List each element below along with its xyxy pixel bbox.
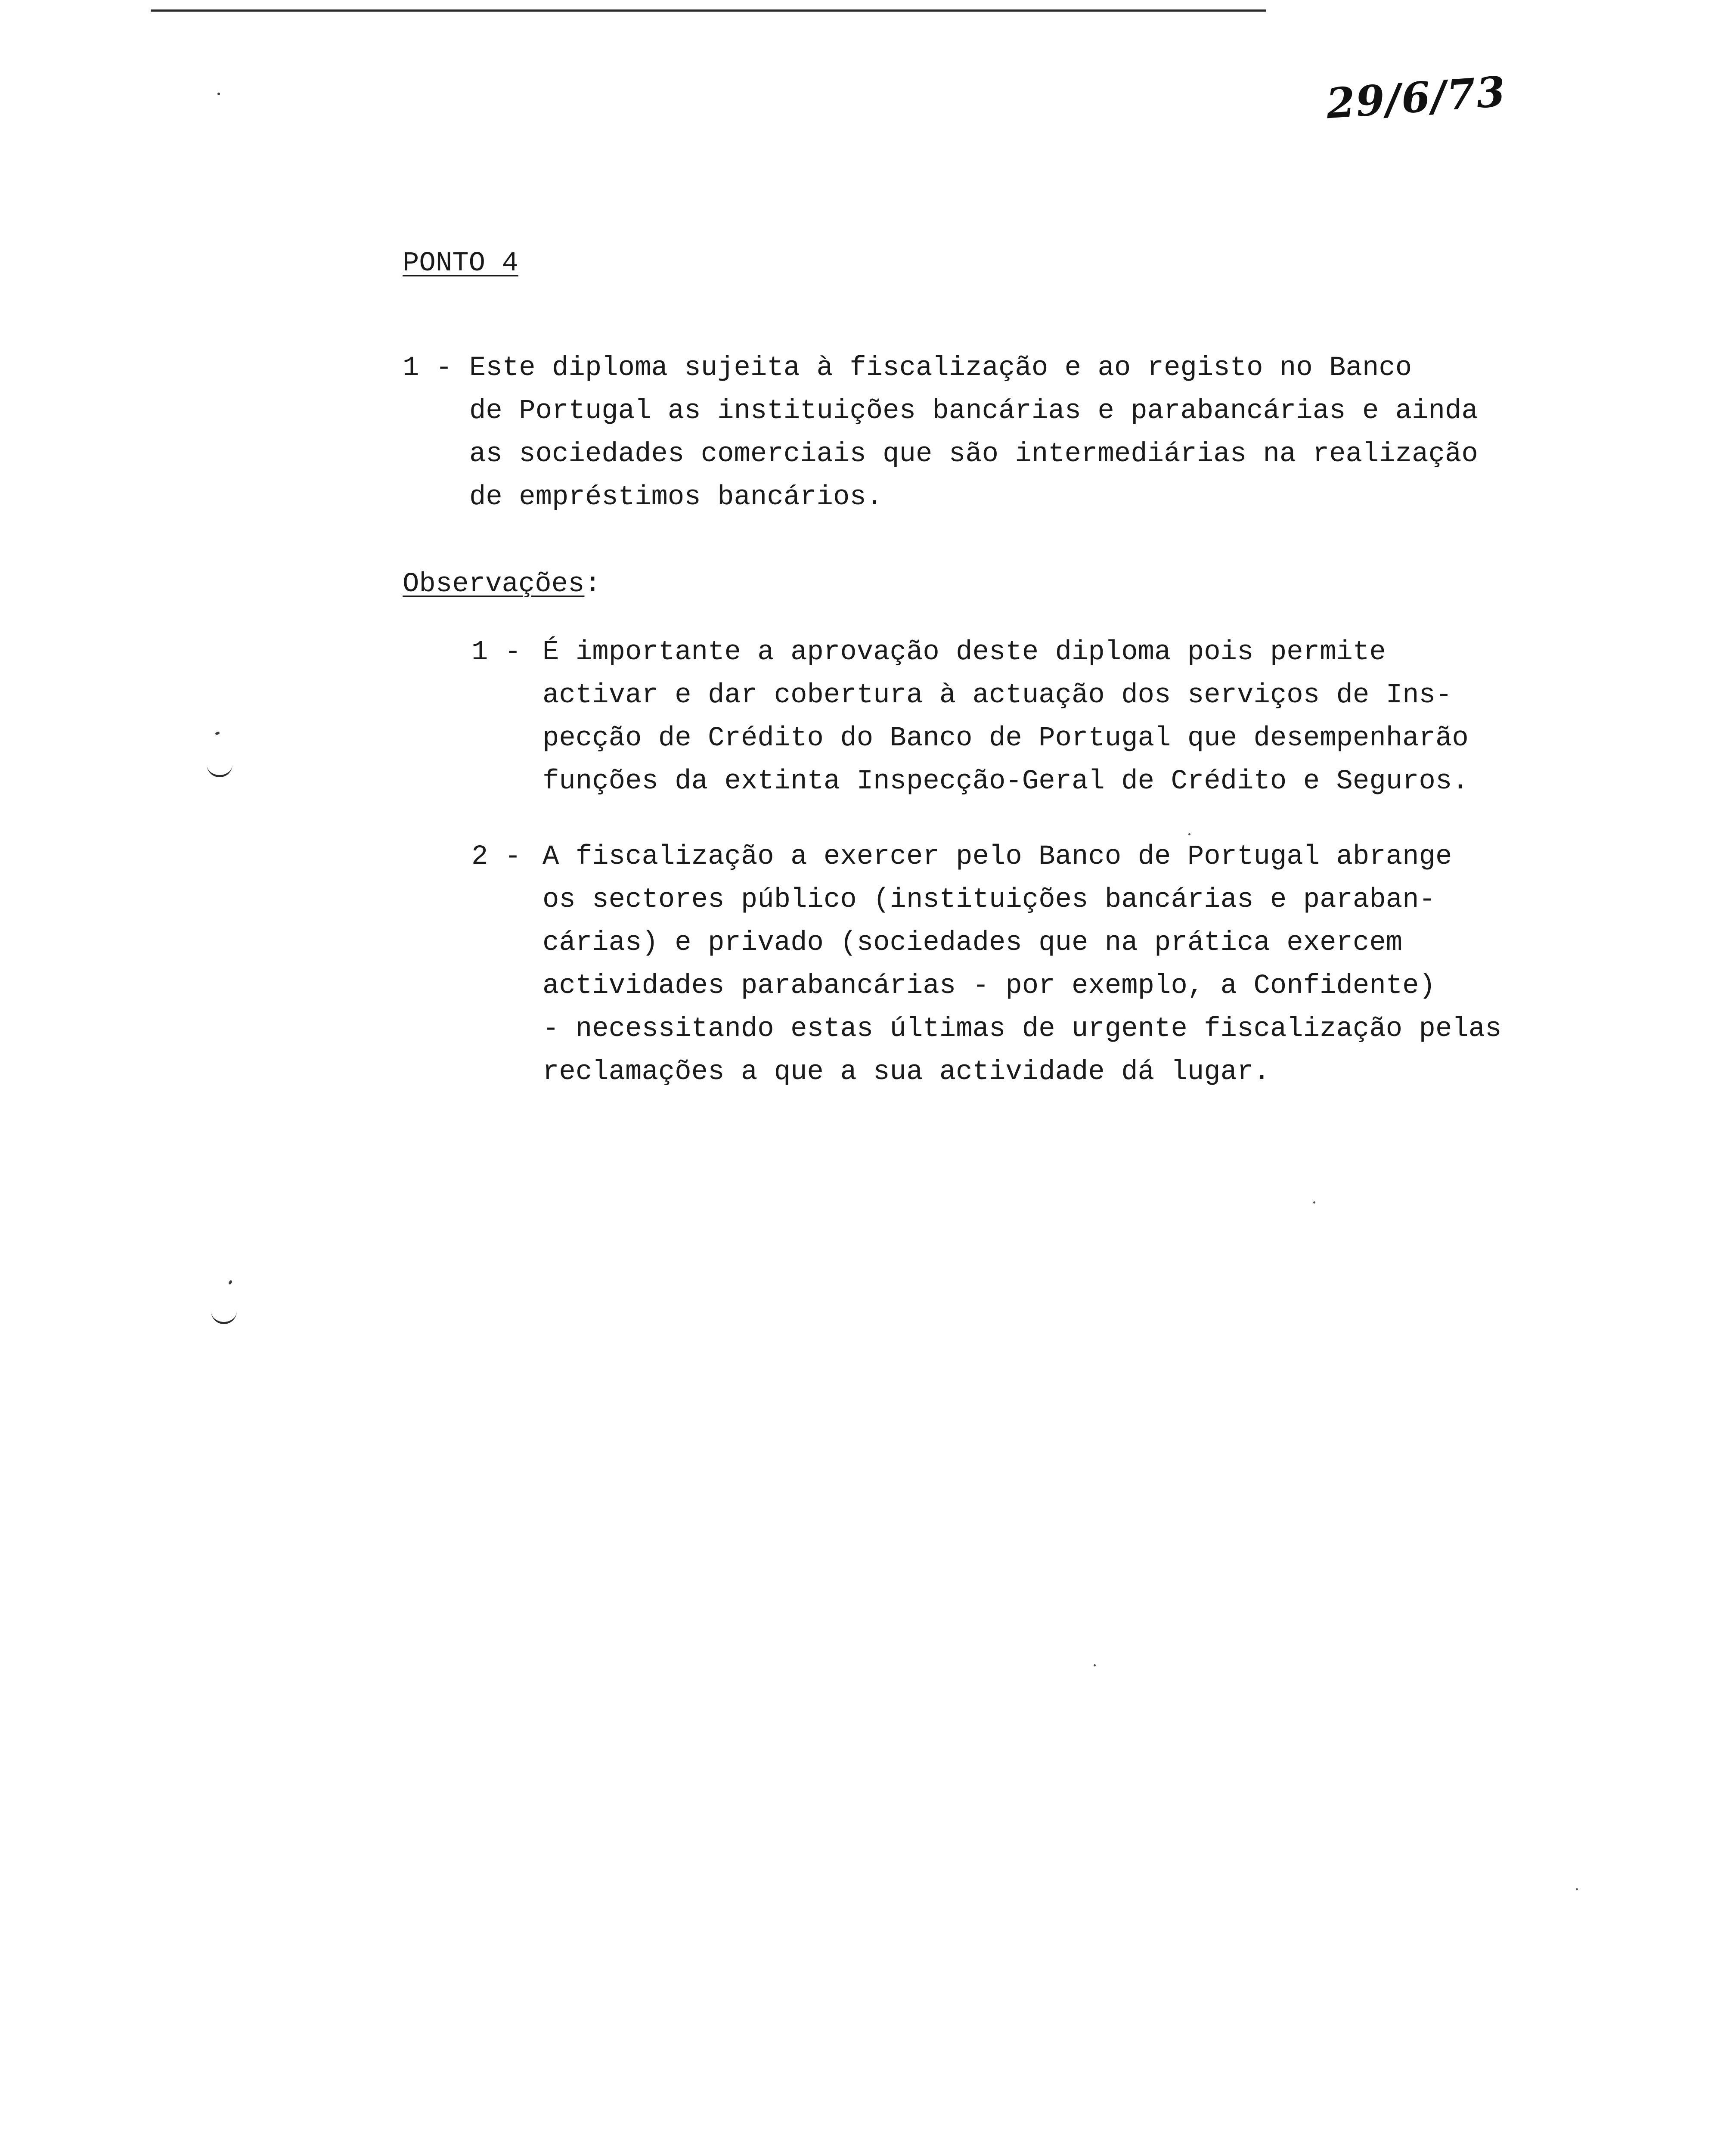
observation-line: cárias) e privado (sociedades que na prática exercem bbox=[542, 928, 1403, 959]
observations-title bbox=[403, 571, 601, 598]
main-item-line: as sociedades comerciais que são intermediárias na realização bbox=[469, 439, 1478, 470]
scan-speck bbox=[1094, 1664, 1096, 1666]
observations-title-colon: : bbox=[584, 569, 601, 600]
scan-speck bbox=[1313, 1201, 1315, 1204]
scan-speck bbox=[1188, 833, 1190, 835]
observation-line: activar e dar cobertura à actuação dos serviços de Ins- bbox=[542, 680, 1452, 711]
margin-speck bbox=[217, 93, 220, 95]
observation-line: actividades parabancárias - por exemplo, a Confidente) bbox=[542, 971, 1435, 1002]
observation-line: pecção de Crédito do Banco de Portugal que desempenharão bbox=[542, 723, 1469, 754]
observation-line: É importante a aprovação deste diploma pois permite bbox=[542, 637, 1386, 668]
binder-hole-mark bbox=[215, 731, 220, 735]
observation-number: 2 - bbox=[471, 841, 521, 872]
binder-hole-mark bbox=[228, 1280, 232, 1285]
observation-number: 1 - bbox=[471, 637, 521, 668]
handwritten-date: 29/6/73 bbox=[1324, 67, 1508, 128]
observation-line: funções da extinta Inspecção-Geral de Crédito e Seguros. bbox=[542, 766, 1469, 797]
main-item-line: de empréstimos bancários. bbox=[469, 482, 883, 513]
scan-speck bbox=[1576, 1888, 1578, 1890]
main-item-line: de Portugal as instituições bancárias e parabancárias e ainda bbox=[469, 396, 1478, 427]
main-item-line: Este diploma sujeita à fiscalização e ao registo no Banco bbox=[469, 353, 1412, 384]
top-edge-rule bbox=[151, 9, 1266, 12]
observation-line: - necessitando estas últimas de urgente fiscalização pelas bbox=[542, 1014, 1502, 1045]
observation-line: A fiscalização a exercer pelo Banco de Portugal abrange bbox=[542, 841, 1452, 872]
observation-line: reclamações a que a sua actividade dá lugar. bbox=[542, 1057, 1270, 1088]
section-title: PONTO 4 bbox=[403, 248, 518, 279]
binder-hole-arc bbox=[207, 762, 232, 777]
observation-line: os sectores público (instituições bancárias e paraban- bbox=[542, 884, 1435, 915]
binder-hole-arc bbox=[211, 1309, 237, 1324]
main-item-number: 1 - bbox=[403, 353, 453, 384]
observations-title-text: Observações bbox=[403, 569, 585, 600]
